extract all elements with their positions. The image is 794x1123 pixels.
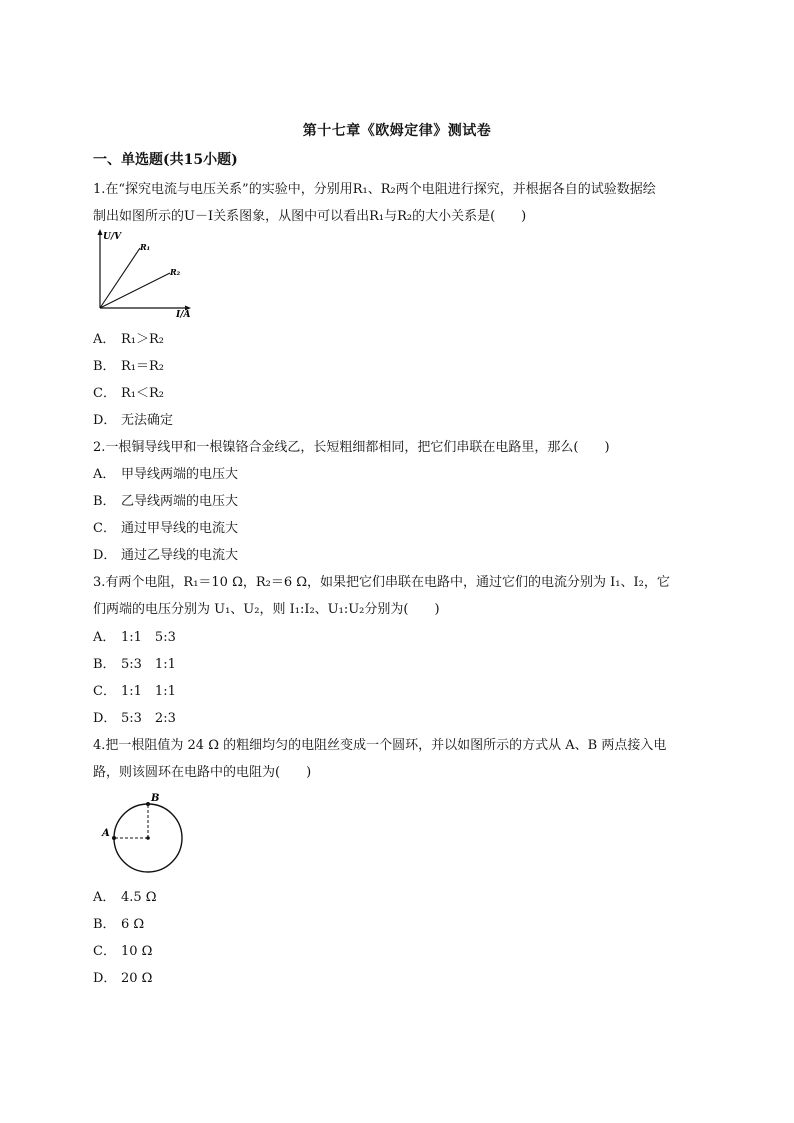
q3-option-a: A． 1:1 5:3 (93, 630, 176, 645)
x-axis-label: I/A (176, 310, 191, 318)
question-3-line-1: 3.有两个电阻，R₁＝10 Ω，R₂＝6 Ω，如果把它们串联在电路中，通过它们的电流分别为 I₁、I₂，它 (93, 575, 670, 590)
point-b-dot (146, 802, 150, 806)
y-axis-label: U/V (103, 232, 122, 242)
center-dot (146, 836, 150, 840)
r1-label: R₁ (140, 242, 151, 252)
q4-option-c: C． 10 Ω (93, 944, 153, 959)
r2-label: R₂ (170, 267, 181, 277)
section-heading: 一、单选题(共15小题) (93, 152, 238, 168)
point-a-dot (112, 836, 116, 840)
y-axis-arrow (98, 229, 103, 235)
q1-option-b: B． R₁＝R₂ (93, 359, 164, 374)
q3-option-b: B． 5:3 1:1 (93, 657, 176, 672)
question-1-line-2: 制出如图所示的U－I关系图象，从图中可以看出R₁与R₂的大小关系是( ) (93, 209, 527, 224)
q1-option-d: D． 无法确定 (93, 413, 174, 428)
q1-option-a: A． R₁＞R₂ (93, 332, 164, 347)
q1-option-c: C． R₁＜R₂ (93, 386, 164, 401)
r1-line (100, 248, 140, 308)
q4-option-d: D． 20 Ω (93, 971, 153, 986)
q3-option-d: D． 5:3 2:3 (93, 711, 176, 726)
question-4-line-2: 路，则该圆环在电路中的电阻为( ) (93, 765, 312, 780)
point-a-label: A (102, 828, 110, 839)
page-title: 第十七章《欧姆定律》测试卷 (302, 123, 492, 139)
q2-option-a: A． 甲导线两端的电压大 (93, 467, 239, 482)
question-3-line-2: 们两端的电压分别为 U₁、U₂，则 I₁:I₂、U₁:U₂分别为( ) (93, 602, 440, 617)
q4-option-b: B． 6 Ω (93, 917, 145, 932)
question-2-line-1: 2.一根铜导线甲和一根镍铬合金线乙，长短粗细都相同，把它们串联在电路里，那么( ) (93, 440, 610, 455)
r2-line (100, 273, 170, 308)
point-b-label: B (151, 793, 160, 804)
q2-option-c: C． 通过甲导线的电流大 (93, 521, 239, 536)
q4-option-a: A． 4.5 Ω (93, 890, 157, 905)
u-i-graph (92, 228, 196, 318)
q3-option-c: C． 1:1 1:1 (93, 684, 176, 699)
q2-option-b: B． 乙导线两端的电压大 (93, 494, 239, 509)
q2-option-d: D． 通过乙导线的电流大 (93, 548, 239, 563)
ring-diagram (98, 788, 190, 878)
question-1-line-1: 1.在“探究电流与电压关系”的实验中，分别用R₁、R₂两个电阻进行探究，并根据各自的试验数据绘 (93, 182, 656, 197)
question-4-line-1: 4.把一根阻值为 24 Ω 的粗细均匀的电阻丝变成一个圆环，并以如图所示的方式从 A、B 两点接入电 (93, 738, 667, 753)
